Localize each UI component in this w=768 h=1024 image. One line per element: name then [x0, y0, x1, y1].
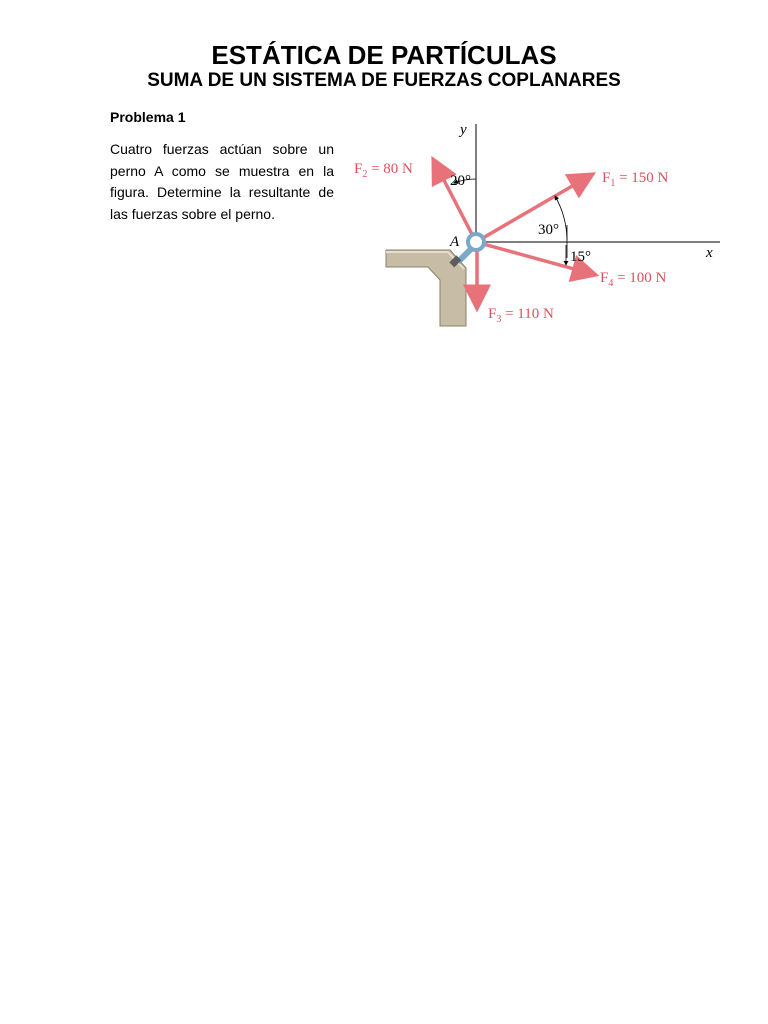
- force-f3-label: $F_3 = 110$ N: [488, 306, 554, 325]
- force-f1-arrow: [476, 174, 593, 242]
- angle-20-label: 20°: [450, 173, 471, 189]
- force-f1-label: $F_1 = 150$ N: [602, 170, 669, 189]
- page-title: ESTÁTICA DE PARTÍCULAS: [211, 40, 557, 70]
- force-f2-label: $F_2 = 80$ N: [354, 161, 413, 180]
- problem-label: Problema 1: [110, 109, 186, 125]
- force-f4-label: $F_4 = 100$ N: [600, 270, 667, 289]
- page-subtitle: SUMA DE UN SISTEMA DE FUERZAS COPLANARES: [147, 70, 621, 91]
- x-axis-label: x: [706, 245, 713, 261]
- angle-30-label: 30°: [538, 222, 559, 238]
- force-diagram: [340, 110, 740, 330]
- point-a-label: A: [450, 234, 460, 250]
- force-f2-arrow: [433, 159, 476, 242]
- angle-15-label: 15°: [570, 249, 591, 265]
- y-axis-label: y: [460, 122, 467, 138]
- problem-statement: Cuatro fuerzas actúan sobre un perno A como se muestra en la figura. Determine la resultante de las fuerzas sobre el perno.: [110, 141, 334, 222]
